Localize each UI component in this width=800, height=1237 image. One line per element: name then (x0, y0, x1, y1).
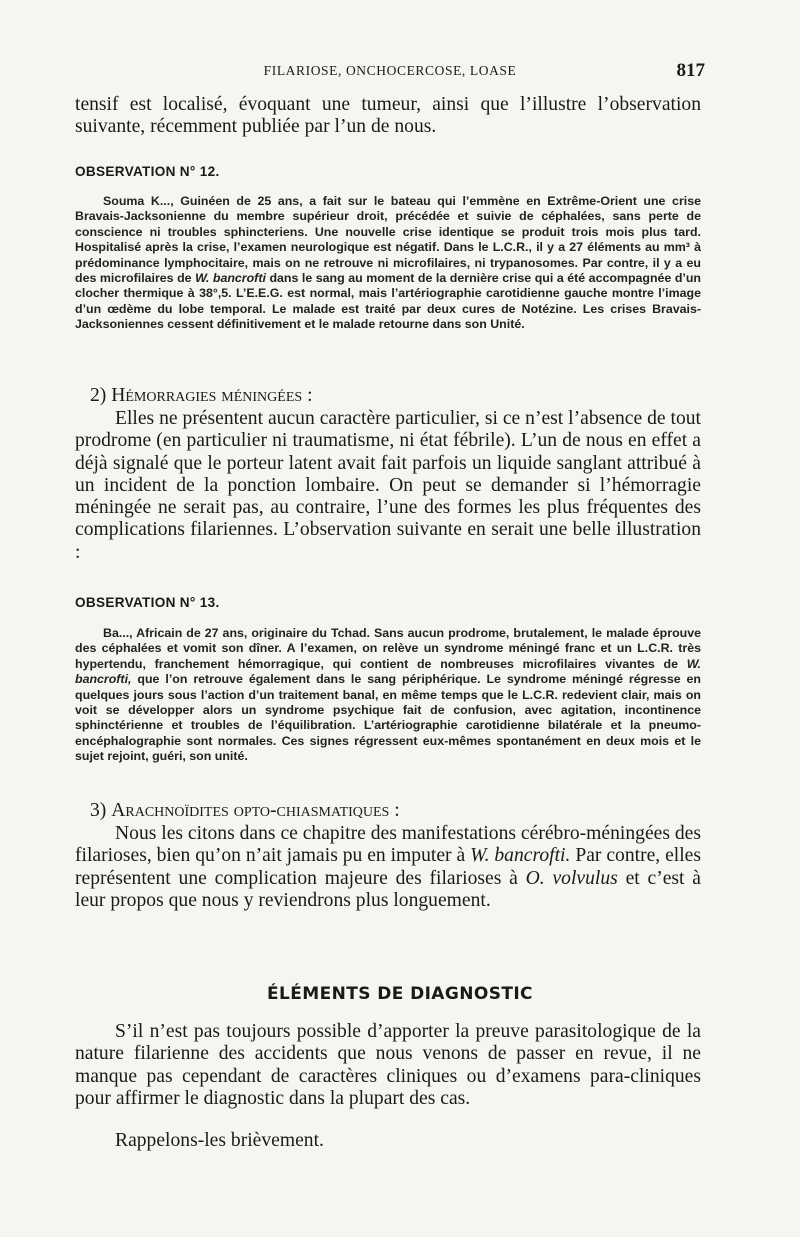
diagnostic-paragraph-1: S’il n’est pas toujours possible d’apporter la preuve parasitologique de la nature filarienne des accidents que nous venons de passer en revue, il ne manque pas cependant de caractères cliniques ou d’examens para-cliniques pour affirmer le diagnostic dans la plupart des cas. (75, 1021, 701, 1109)
section-3-species-1: W. bancrofti. (470, 845, 571, 867)
section-3-text-2: Par contre, elles représentent une complication majeure des filarioses à (75, 845, 701, 889)
section-2-paragraph: Elles ne présentent aucun caractère particulier, si ce n’est l’absence de tout prodrome (en particulier ni traumatisme, ni état fébrile). L’un de nous en effet a déjà signalé que le porteur latent avait fait parfois un liquide sanglant attribué à un incident de la ponction lombaire. On peut se demander si l’hémorragie méningée ne serait pas, au contraire, l’une des formes les plus fréquentes des complications filariennes. L’observation suivante en serait une belle illustration : (75, 408, 701, 563)
section-3-text-1: Nous les citons dans ce chapitre des manifestations cérébro-méningées des filarioses, bien qu’on n’ait jamais pu en imputer à (75, 823, 701, 867)
observation-12-text-part2: dans le sang au moment de la dernière crise qui a été accompagnée d’un clocher thermique à 38°,5. L’E.E.G. est normal, mais l’artériographie carotidienne gauche montre l’image d’un œdème du lobe temporal. Le malade est traité par deux cures de Notézine. Les crises Bravais-Jacksoniennes cessent définitivement et le malade retourne dans son Unité. (75, 271, 702, 332)
page-number: 817 (676, 60, 705, 81)
observation-12-species: W. bancrofti (195, 271, 266, 286)
section-3-text-3: et c’est à leur propos que nous y reviendrons plus longuement. (75, 867, 701, 911)
observation-12-heading: OBSERVATION N° 12. (75, 164, 220, 179)
observation-12-text-part1: Souma K..., Guinéen de 25 ans, a fait sur le bateau qui l’emmène en Extrême-Orient une crise Bravais-Jacksonienne du membre supérieur droit, précédée et suivie de céphalées, sans perte de conscience ni troubles sphincteriens. Une nouvelle crise identique se produit trois mois plus tard. Hospitalisé après la crise, l’examen neurologique est négatif. Dans le L.C.R., il y a 27 éléments au mm³ à prédominance lymphocitaire, mais on ne retrouve ni microfilaires, ni trypanosomes. Par contre, il y a eu des microfilaires de (75, 194, 701, 286)
diagnostic-heading: ÉLÉMENTS DE DIAGNOSTIC (267, 984, 533, 1004)
observation-13-text-part2: que l’on retrouve également dans le sang périphérique. Le syndrome méningé régresse en quelques jours sous l’action d’un traitement banal, en même temps que le L.C.R. redevient clair, mais on voit se développer alors un syndrome psychique fait de confusion, avec agitation, incontinence sphinctérienne et troubles de l’équilibration. L’artériographie carotidienne bilatérale et la pneumo-encéphalographie sont normales. Ces signes régressent eux-mêmes spontanément en deux mois et le sujet rejoint, guéri, son unité. (75, 672, 701, 764)
section-2-heading (90, 385, 313, 407)
section-2-number: 2) (90, 385, 107, 406)
section-3-heading (90, 800, 400, 822)
section-3-number: 3) (90, 800, 107, 821)
observation-13-text-part1: Ba..., Africain de 27 ans, originaire du Tchad. Sans aucun prodrome, brutalement, le malade éprouve des céphalées et vomit son dîner. A l’examen, on relève un syndrome méningé franc et un L.C.R. très hypertendu, franchement hémorragique, qui contient de nombreuses microfilaires vivantes de (75, 626, 701, 671)
running-title: FILARIOSE, ONCHOCERCOSE, LOASE (263, 63, 517, 78)
section-3-title: Arachnoïdites opto-chiasmatiques : (111, 800, 400, 821)
observation-13-heading: OBSERVATION N° 13. (75, 595, 220, 610)
section-2-title: Hémorragies méningées : (111, 385, 313, 406)
section-3-species-2: O. volvulus (525, 867, 618, 889)
diagnostic-paragraph-2: Rappelons-les brièvement. (115, 1130, 324, 1151)
intro-paragraph: tensif est localisé, évoquant une tumeur, ainsi que l’illustre l’observation suivante, récemment publiée par l’un de nous. (75, 94, 701, 138)
page-header (75, 60, 705, 84)
section-3-paragraph (75, 823, 701, 912)
observation-13-text (75, 626, 701, 765)
observation-13-species: W. bancrofti, (75, 656, 701, 687)
observation-12-text (75, 194, 701, 333)
